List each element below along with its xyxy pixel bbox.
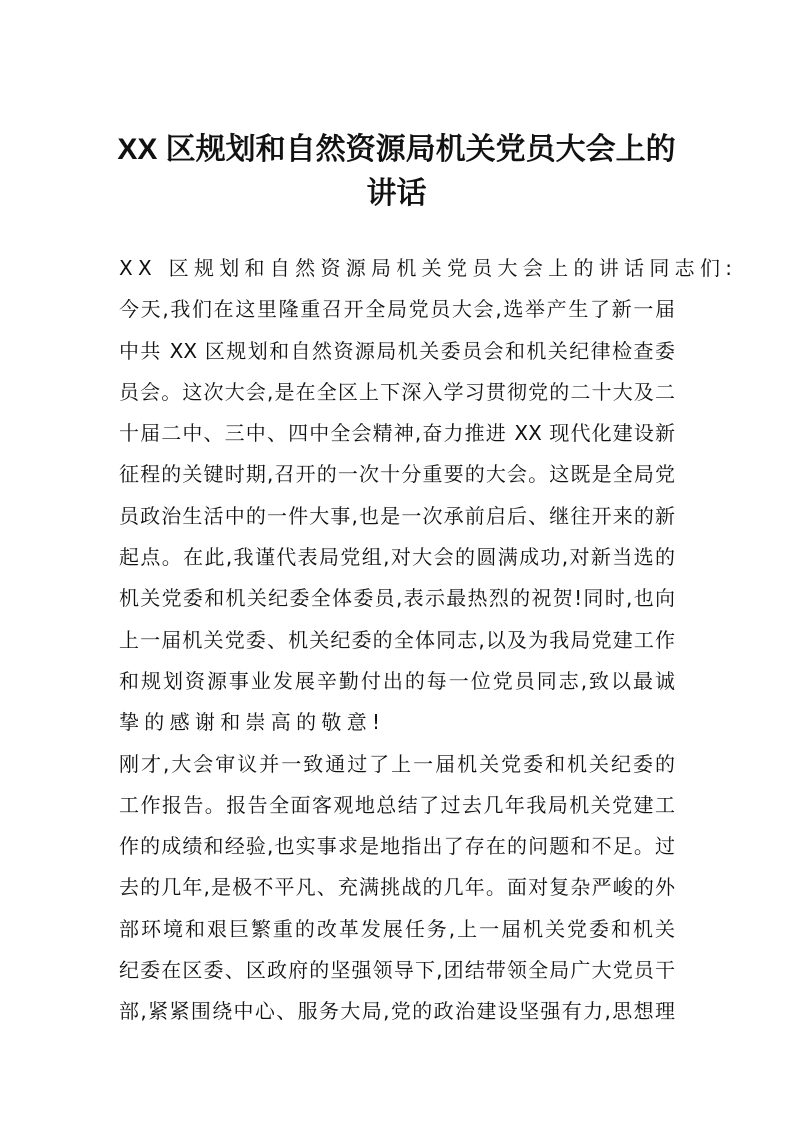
- body-line: 上一届机关党委、机关纪委的全体同志,以及为我局党建工作: [119, 627, 675, 652]
- body-line: 纪委在区委、区政府的坚强领导下,团结带领全局广大党员干: [119, 958, 675, 983]
- document-body: [119, 254, 738, 1039]
- body-line: 中共 XX 区规划和自然资源局机关委员会和机关纪律检查委: [119, 338, 675, 363]
- salutation-line: XX 区规划和自然资源局机关党员大会上的讲话同志们:: [119, 256, 738, 280]
- body-line: 员政治生活中的一件大事,也是一次承前启后、继往开来的新: [119, 503, 675, 528]
- body-line: 起点。在此,我谨代表局党组,对大会的圆满成功,对新当选的: [119, 545, 675, 570]
- body-line: 作的成绩和经验,也实事求是地指出了存在的问题和不足。过: [119, 834, 675, 859]
- body-line: 机关党委和机关纪委全体委员,表示最热烈的祝贺!同时,也向: [119, 586, 675, 611]
- body-line: 部,紧紧围绕中心、服务大局,党的政治建设坚强有力,思想理: [119, 999, 675, 1024]
- body-line: 工作报告。报告全面客观地总结了过去几年我局机关党建工: [119, 792, 675, 817]
- body-line: 刚才,大会审议并一致通过了上一届机关党委和机关纪委的: [119, 751, 675, 776]
- document-title-line-1: XX 区规划和自然资源局机关党员大会上的: [117, 133, 676, 166]
- body-line: 今天,我们在这里隆重召开全局党员大会,选举产生了新一届: [119, 297, 675, 322]
- body-line: 和规划资源事业发展辛勤付出的每一位党员同志,致以最诚: [119, 668, 675, 693]
- body-line: 十届二中、三中、四中全会精神,奋力推进 XX 现代化建设新: [119, 421, 675, 446]
- document-title-line-2: 讲话: [366, 177, 427, 210]
- body-line: 挚的感谢和崇高的敬意!: [119, 710, 386, 735]
- body-line: 员会。这次大会,是在全区上下深入学习贯彻党的二十大及二: [119, 379, 675, 404]
- body-line: 去的几年,是极不平凡、充满挑战的几年。面对复杂严峻的外: [119, 875, 675, 900]
- body-line: 部环境和艰巨繁重的改革发展任务,上一届机关党委和机关: [119, 916, 675, 941]
- body-line: 征程的关键时期,召开的一次十分重要的大会。这既是全局党: [119, 462, 675, 487]
